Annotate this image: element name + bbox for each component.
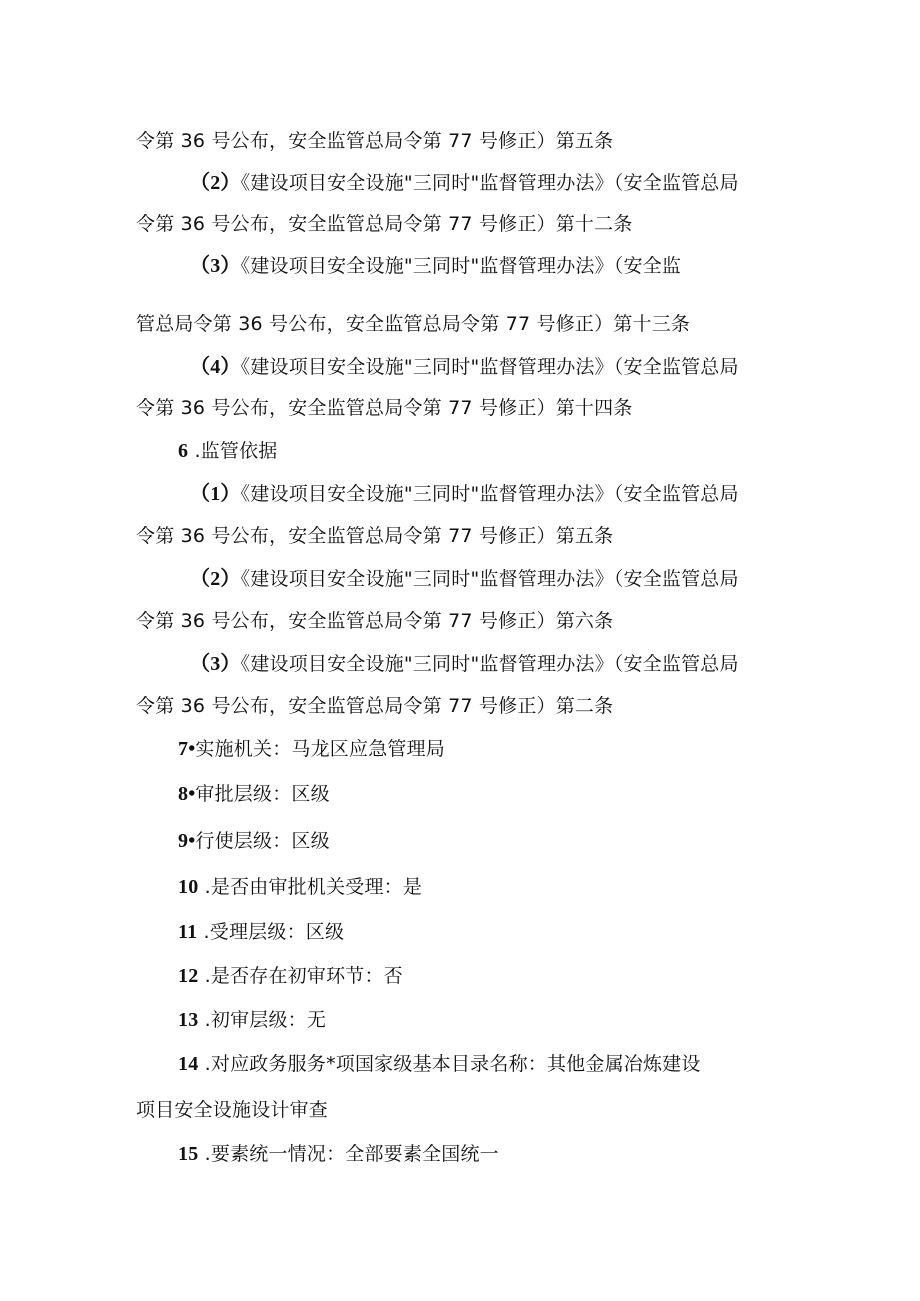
section-title: .要素统一情况：全部要素全国统一	[198, 1143, 499, 1165]
paragraph-line	[136, 129, 613, 153]
line-text: 令第 36 号公布，安全监管总局令第 77 号修正）第十二条	[136, 213, 633, 235]
section-number: 7•	[178, 738, 196, 760]
section-title: 行使层级：区级	[195, 830, 330, 852]
line-text: 《建设项目安全设施"三同时"监督管理办法》（安全监管总局	[240, 568, 739, 590]
line-number: （3）	[190, 653, 241, 675]
paragraph-line	[190, 355, 739, 379]
section-title: .对应政务服务*项国家级基本目录名称：其他金属冶炼建设	[198, 1053, 701, 1075]
section-heading	[178, 829, 330, 853]
section-title: .是否存在初审环节：否	[198, 965, 403, 987]
section-heading	[178, 964, 403, 988]
paragraph-line	[136, 1098, 328, 1122]
line-text: 管总局令第 36 号公布，安全监管总局令第 77 号修正）第十三条	[136, 313, 691, 335]
paragraph-line	[136, 694, 613, 718]
section-title: .监管依据	[188, 440, 278, 462]
line-text: 令第 36 号公布，安全监管总局令第 77 号修正）第二条	[136, 695, 614, 717]
paragraph-line	[190, 482, 739, 506]
paragraph-line	[136, 212, 633, 236]
paragraph-line	[136, 312, 690, 336]
section-heading	[178, 920, 344, 944]
line-text: 项目安全设施设计审查	[136, 1099, 329, 1121]
section-heading	[178, 1008, 326, 1032]
line-text: 《建设项目安全设施"三同时"监督管理办法》（安全监管总局	[240, 483, 739, 505]
section-heading	[178, 1142, 499, 1166]
section-number: 10	[178, 876, 199, 898]
line-text: 令第 36 号公布，安全监管总局令第 77 号修正）第十四条	[136, 397, 633, 419]
paragraph-line	[190, 567, 739, 591]
section-title: .受理层级：区级	[197, 921, 345, 943]
line-text: 令第 36 号公布，安全监管总局令第 77 号修正）第五条	[136, 525, 614, 547]
line-number: （1）	[190, 483, 241, 505]
line-text: 《建设项目安全设施"三同时"监督管理办法》（安全监管总局	[240, 356, 739, 378]
section-title: 实施机关：马龙区应急管理局	[195, 738, 446, 760]
section-number: 8•	[178, 783, 196, 805]
line-text: 《建设项目安全设施"三同时"监督管理办法》（安全监	[240, 255, 682, 277]
section-number: 11	[178, 921, 198, 943]
line-text: 《建设项目安全设施"三同时"监督管理办法》（安全监管总局	[240, 172, 739, 194]
section-title: 审批层级：区级	[195, 783, 330, 805]
section-heading	[178, 875, 422, 899]
line-text: 《建设项目安全设施"三同时"监督管理办法》（安全监管总局	[240, 653, 739, 675]
section-heading	[178, 439, 277, 463]
line-number: （3）	[190, 255, 241, 277]
line-text: 令第 36 号公布，安全监管总局令第 77 号修正）第六条	[136, 610, 614, 632]
section-number: 13	[178, 1009, 199, 1031]
section-title: .是否由审批机关受理：是	[198, 876, 423, 898]
section-number: 12	[178, 965, 199, 987]
section-heading	[178, 1052, 701, 1076]
paragraph-line	[136, 396, 633, 420]
line-number: （2）	[190, 568, 241, 590]
paragraph-line	[190, 652, 739, 676]
paragraph-line	[190, 171, 739, 195]
paragraph-line	[190, 254, 681, 278]
section-heading	[178, 782, 330, 806]
section-title: .初审层级：无	[198, 1009, 327, 1031]
paragraph-line	[136, 524, 613, 548]
line-number: （4）	[190, 356, 241, 378]
section-number: 14	[178, 1053, 199, 1075]
section-number: 15	[178, 1143, 199, 1165]
section-heading	[178, 737, 445, 761]
paragraph-line	[136, 609, 613, 633]
section-number: 9•	[178, 830, 196, 852]
section-number: 6	[178, 440, 189, 462]
line-text: 令第 36 号公布，安全监管总局令第 77 号修正）第五条	[136, 130, 614, 152]
line-number: （2）	[190, 172, 241, 194]
